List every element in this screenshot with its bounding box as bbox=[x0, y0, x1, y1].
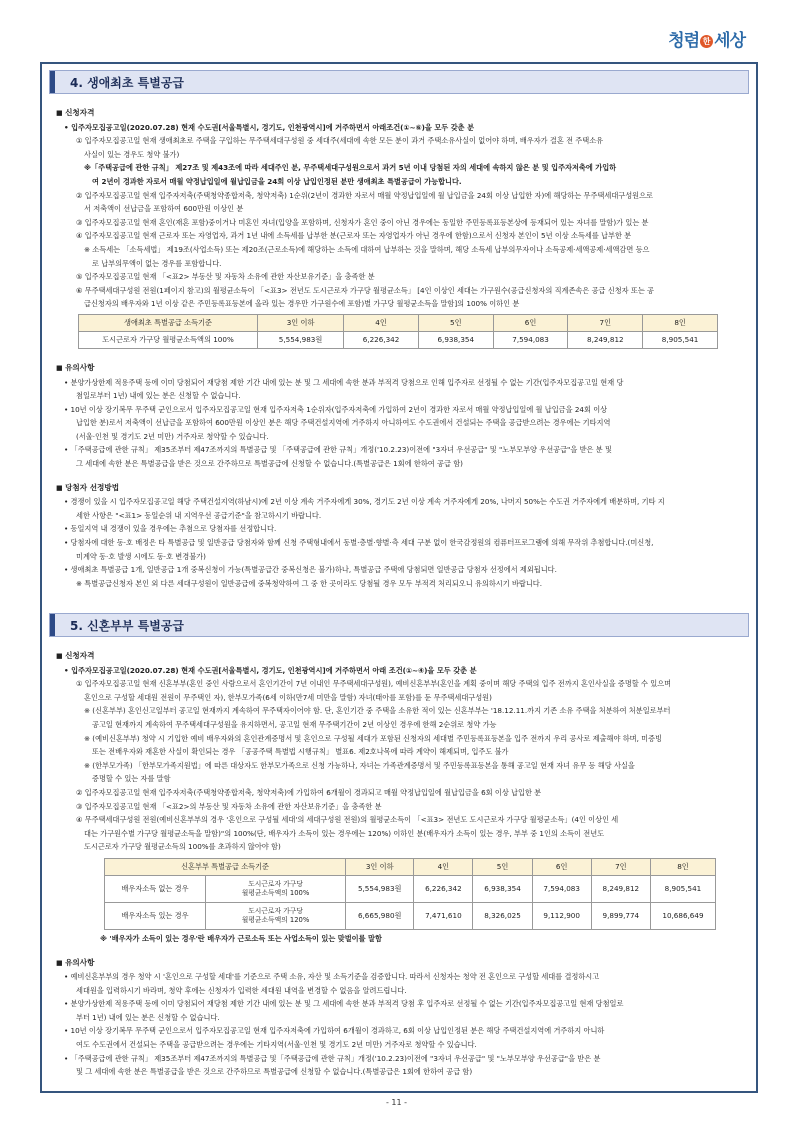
note-4-cont: 및 그 세대에 속한 분은 특별공급을 받은 것으로 간주하므로 특별공급에 신청할 수 없습니다.(특별공급은 1회에 한하여 공급 함) bbox=[76, 1067, 473, 1077]
notes-heading: ■ 유의사항 bbox=[56, 956, 746, 971]
condition-1-note-cont: 또는 전배우자와 재혼한 사실이 확인되는 경우 「공공주택 특별법 시행규칙」 별표6. 제2호나목에 따라 계약이 해제되며, 입주도 불가 bbox=[92, 747, 509, 757]
table-header-row bbox=[79, 314, 718, 331]
table-cell: 7,471,610 bbox=[414, 902, 473, 929]
logo-text-a: 청렴 bbox=[668, 31, 700, 51]
condition-5: ⑤ 입주자모집공고일 현재 「<표2> 부동산 및 자동차 소유에 관한 자산보유기준」을 충족한 분 bbox=[76, 272, 375, 282]
table-cell: 7,594,083 bbox=[532, 875, 591, 902]
table-cell: 6,665,980원 bbox=[346, 902, 414, 929]
basis-line: 월평균소득액의 100% bbox=[241, 888, 310, 897]
condition-1: ① 입주자모집공고일 현재 생애최초로 주택을 구입하는 무주택세대구성원 중 세대주(세대에 속한 모든 분이 과거 주택소유사실이 없어야 하며, 배우자가 결혼 전 주택소유 bbox=[76, 136, 604, 146]
selection-1-cont: 세한 사항은 "<표1> 동일순위 내 지역우선 공급기준"을 참고하시기 바랍니다. bbox=[76, 510, 322, 520]
condition-4-note: ※ 소득세는 「소득세법」 제19조(사업소득) 또는 제20조(근로소득)에 해당하는 소득에 대하여 납부하는 것을 말하며, 해당 소득세 납부의무자이나 소득공제·세액공제·세액감면 등으 bbox=[84, 244, 650, 254]
table-cell: 9,112,900 bbox=[532, 902, 591, 929]
section-4-body bbox=[56, 106, 746, 590]
table-header-cell: 7인 bbox=[591, 858, 650, 875]
table-header-cell: 3인 이하 bbox=[346, 858, 414, 875]
notes-heading: ■ 유의사항 bbox=[56, 361, 746, 376]
table-cell: 6,226,342 bbox=[414, 875, 473, 902]
table-cell: 배우자소득 있는 경우 bbox=[105, 902, 206, 929]
table-row bbox=[105, 902, 716, 929]
table-cell: 7,594,083 bbox=[493, 331, 568, 348]
note-2: • 10년 이상 장기복무 무주택 군인으로서 입주자모집공고일 현재 입주자저축 1순위자(입주자저축에 가입하여 2년이 경과한 자로서 매월 약정납입일에 월 납입금을 24회 이상 bbox=[64, 404, 608, 414]
note-3-cont: 그 세대에 속한 분은 특별공급을 받은 것으로 간주하므로 특별공급에 신청할 수 없습니다.(특별공급은 1회에 한하여 공급 함) bbox=[76, 459, 463, 469]
table-header-cell: 3인 이하 bbox=[258, 314, 344, 331]
note-3-cont: 여도 수도권에서 건설되는 주택을 공급받으려는 경우에는 기타지역(서울·인천 및 경기도 2년 미만) 거주자로 청약할 수 있습니다. bbox=[76, 1040, 477, 1050]
condition-4-note-cont: 로 납부의무액이 없는 경우를 포함합니다. bbox=[92, 258, 222, 268]
note-1: • 분양가상한제 적용주택 등에 이미 당첨되어 재당첨 제한 기간 내에 있는 분 및 그 세대에 속한 분과 부적격 당첨으로 인해 입주자로 선정될 수 없는 기간(입주자모집공고일 현재 당 bbox=[64, 377, 624, 387]
table-header-cell: 생애최초 특별공급 소득기준 bbox=[79, 314, 258, 331]
table-cell bbox=[206, 875, 346, 902]
selection-note: ※ 특별공급신청자 본인 외 다른 세대구성원이 일반공급에 중복청약하여 그 중 한 곳이라도 당첨될 경우 모두 부적격 처리되오니 유의하시기 바랍니다. bbox=[76, 578, 543, 588]
logo-text-b: 세상 bbox=[714, 31, 745, 51]
table-cell: 6,938,354 bbox=[473, 875, 532, 902]
qualification-main: • 입주자모집공고일(2020.07.28) 현재 수도권[서울특별시, 경기도, 인천광역시]에 거주하면서 아래 조건(①~④)을 모두 갖춘 분 bbox=[64, 665, 477, 675]
brand-logo bbox=[668, 26, 745, 51]
condition-1-note-cont: 공고일 현재까지 계속하여 무주택세대구성원을 유지하면서, 공고일 현재 무주택기간이 2년 이상인 경우에 한해 2순위로 청약 가능 bbox=[92, 719, 497, 729]
note-1-cont: 세대원을 입력하시기 바라며, 청약 후에는 신청자가 입력한 세대원 내역을 변경할 수 없음을 알려드립니다. bbox=[76, 985, 407, 995]
note-3: • 「주택공급에 관한 규칙」 제35조부터 제47조까지의 특별공급 및 「주택공급에 관한 규칙」개정('10.2.23)이전에 "3자녀 우선공급" 및 "노부모부양 우선공급"을 받은 분 및 bbox=[64, 445, 612, 455]
section-accent bbox=[50, 71, 55, 93]
table-cell: 6,226,342 bbox=[344, 331, 419, 348]
condition-2-cont: 서 저축액이 선납금을 포함하여 600만원 이상인 분 bbox=[84, 204, 244, 214]
table-row bbox=[79, 331, 718, 348]
selection-3-cont: 미계약 동·호 발생 시에도 동·호 변경불가) bbox=[76, 551, 206, 561]
logo-dot: 한 bbox=[700, 35, 713, 48]
note-2-cont: (서울·인천 및 경기도 2년 미만) 거주자로 청약할 수 있습니다. bbox=[76, 431, 269, 441]
note-2: • 분양가상한제 적용주택 등에 이미 당첨되어 재당첨 제한 기간 내에 있는 분 및 그 세대에 속한 분과 부적격 당첨 후 입주자로 선정될 수 없는 기간(입주자모집공고일 현재 당첨일로 bbox=[64, 999, 624, 1009]
condition-4: ④ 입주자모집공고일 현재 근로자 또는 자영업자, 과거 1년 내에 소득세를 납부한 분(근로자 또는 자영업자가 아닌 경우에 한함)으로서 신청자 본인이 5년 이상 소득세를 납부한 분 bbox=[76, 231, 632, 241]
section-accent bbox=[50, 614, 55, 636]
condition-1-note: ※ (한부모가족) 「한부모가족지원법」에 따른 대상자도 한부모가족으로 신청 가능하나, 자녀는 가족관계증명서 및 주민등록표등본을 통해 공고일 현재 자녀 유무 등 해당 사실을 bbox=[84, 760, 635, 770]
selection-2: • 동일지역 내 경쟁이 있을 경우에는 추첨으로 당첨자를 선정합니다. bbox=[64, 524, 277, 534]
note-2-cont: 납입한 분)로서 저축액이 선납금을 포함하여 600만원 이상인 분은 해당 주택건설지역에 거주하지 아니하여도 수도권에서 건설되는 주택을 공급받으려는 경우에는 기타지역 bbox=[76, 418, 611, 428]
condition-1-note-cont: 여 2년이 경과한 자로서 매월 약정납입일에 월납입금을 24회 이상 납입인정된 분만 생애최초 특별공급이 가능합니다. bbox=[92, 176, 462, 186]
basis-line: 월평균소득액의 120% bbox=[241, 915, 310, 924]
condition-1-note: ※ (예비신혼부부) 청약 시 기입한 예비 배우자와의 혼인관계증명서 및 혼인으로 구성될 세대가 포함된 신청자의 세대별 주민등록표등본을 입주 전까지 우리 공사로 제출해야 하며, 미증빙 bbox=[84, 733, 662, 743]
condition-3: ③ 입주자모집공고일 현재 「<표2>의 부동산 및 자동차 소유에 관한 자산보유기준」을 충족한 분 bbox=[76, 801, 382, 811]
selection-1: • 경쟁이 있을 시 입주자모집공고일 해당 주택건설지역(하남시)에 2년 이상 계속 거주자에게 30%, 경기도 2년 이상 계속 거주자에게 20%, 나머지 50%는 수도권 거주자에게 배분하며, 기타 지 bbox=[64, 497, 665, 507]
section-5-title: 5. 신혼부부 특별공급 bbox=[70, 619, 185, 633]
table-header-cell: 7인 bbox=[568, 314, 643, 331]
table-header-cell: 신혼부부 특별공급 소득기준 bbox=[105, 858, 346, 875]
note-3: • 10년 이상 장기복무 무주택 군인으로서 입주자모집공고일 현재 입주자저축에 가입하여 6개월이 경과하고, 6회 이상 납입인정된 분은 해당 주택건설지역에 거주하지 아니하 bbox=[64, 1026, 605, 1036]
qualification-heading: ■ 신청자격 bbox=[56, 649, 746, 664]
table-header-cell: 5인 bbox=[473, 858, 532, 875]
table-cell: 8,905,541 bbox=[643, 331, 718, 348]
section-5-body bbox=[56, 649, 746, 1079]
table-header-cell: 6인 bbox=[493, 314, 568, 331]
table-cell: 6,938,354 bbox=[418, 331, 493, 348]
condition-1-cont: 사실이 있는 경우도 청약 불가) bbox=[84, 149, 180, 159]
table-cell bbox=[206, 902, 346, 929]
selection-heading: ■ 당첨자 선정방법 bbox=[56, 481, 746, 496]
table-row bbox=[105, 875, 716, 902]
condition-1: ① 입주자모집공고일 현재 신혼부부(혼인 중인 사람으로서 혼인기간이 7년 이내인 무주택세대구성원), 예비신혼부부(혼인을 계획 중이며 해당 주택의 입주 전까지 혼인사실을 증명할 수 있으며 bbox=[76, 679, 672, 689]
table-cell: 5,554,983원 bbox=[346, 875, 414, 902]
table-cell: 8,905,541 bbox=[650, 875, 715, 902]
page-number: - 11 - bbox=[385, 1098, 408, 1107]
table-cell: 9,899,774 bbox=[591, 902, 650, 929]
table-cell: 10,686,649 bbox=[650, 902, 715, 929]
table-header-cell: 4인 bbox=[344, 314, 419, 331]
income-table-first-time bbox=[78, 314, 718, 349]
condition-6-cont: 급신청자의 배우자와 1년 이상 같은 주민등록표등본에 올라 있는 경우만 가구원수에 포함)별 가구당 월평균소득을 말함]의 100% 이하인 분 bbox=[84, 299, 520, 309]
note-1: • 예비신혼부부의 경우 청약 시 '혼인으로 구성할 세대'를 기준으로 주택 소유, 자산 및 소득기준을 검증합니다. 따라서 신청자는 청약 전 혼인으로 구성할 세대를 결정하시고 bbox=[64, 972, 600, 982]
table-cell: 8,249,812 bbox=[591, 875, 650, 902]
condition-4: ④ 무주택세대구성원 전원(예비신혼부부의 경우 '혼인으로 구성될 세대'의 세대구성원 전원)의 월평균소득이 「<표3> 전년도 도시근로자 가구당 월평균소득」(4인 이상인 세 bbox=[76, 815, 619, 825]
table-header-cell: 4인 bbox=[414, 858, 473, 875]
condition-2: ② 입주자모집공고일 현재 입주자저축(주택청약종합저축, 청약저축) 1순위(2년이 경과한 자로서 매월 약정납입일에 월 납입금을 24회 이상 납입한 자)에 해당하는 무주택세대구성원으로 bbox=[76, 190, 653, 200]
qualification-heading: ■ 신청자격 bbox=[56, 106, 746, 121]
condition-1-note: ※ (신혼부부) 혼인신고일부터 공고일 현재까지 계속하여 무주택자이어야 함. 단, 혼인기간 중 주택을 소유한 적이 있는 신혼부부는 '18.12.11.까지 기존 소유 주택을 처분하여 처분일로부터 bbox=[84, 706, 671, 716]
section-4-title: 4. 생애최초 특별공급 bbox=[70, 76, 185, 90]
table-header-row bbox=[105, 858, 716, 875]
table-header-cell: 8인 bbox=[643, 314, 718, 331]
condition-4-cont: 대는 가구원수별 가구당 월평균소득을 말함)"의 100%(단, 배우자가 소득이 있는 경우에는 120%) 이하인 분(배우자가 소득이 있는 경우, 부부 중 1인의 소득이 전년도 bbox=[84, 828, 605, 838]
basis-line: 도시근로자 가구당 bbox=[248, 906, 303, 915]
table-header-cell: 6인 bbox=[532, 858, 591, 875]
condition-3: ③ 입주자모집공고일 현재 혼인(재혼 포함)중이거나 미혼인 자녀(입양을 포함하며, 신청자가 혼인 중이 아닌 경우에는 동일한 주민등록표등본상에 등재되어 있는 자녀를 말함)가 있는 분 bbox=[76, 217, 649, 227]
table-cell: 8,326,025 bbox=[473, 902, 532, 929]
note-2-cont: 부터 1년) 내에 있는 분은 신청할 수 없습니다. bbox=[76, 1012, 220, 1022]
basis-line: 도시근로자 가구당 bbox=[248, 879, 303, 888]
condition-1-note: ※「주택공급에 관한 규칙」 제27조 및 제43조에 따라 세대주인 분, 무주택세대구성원으로서 과거 5년 이내 당첨된 자의 세대에 속하지 않은 분 및 입주자저축에 가입하 bbox=[84, 163, 617, 173]
table-note: ※ '배우자가 소득이 있는 경우'란 배우자가 근로소득 또는 사업소득이 있는 맞벌이를 말함 bbox=[100, 933, 382, 943]
condition-2: ② 입주자모집공고일 현재 입주자저축(주택청약종합저축, 청약저축)에 가입하여 6개월이 경과되고 매월 약정납입일에 월납입금을 6회 이상 납입한 분 bbox=[76, 787, 542, 797]
section-4-header bbox=[49, 70, 749, 94]
note-4: • 「주택공급에 관한 규칙」 제35조부터 제47조까지의 특별공급 및「주택공급에 관한 규칙」개정('10.2.23)이전에 "3자녀 우선공급" 및 "노부모부양 우선공급"을 받은 분 bbox=[64, 1053, 601, 1063]
income-table-newlywed bbox=[104, 858, 716, 930]
condition-4-cont: 도시근로자 가구당 월평균소득의 100%를 초과하지 않아야 함) bbox=[84, 842, 281, 852]
table-cell: 배우자소득 없는 경우 bbox=[105, 875, 206, 902]
selection-3: • 당첨자에 대한 동·호 배정은 타 특별공급 및 일반공급 당첨자와 함께 신청 주택형내에서 동별·층별·향별·측 세대 구분 없이 한국감정원의 컴퓨터프로그램에 의해 무작위 추첨합니다.(미신청, bbox=[64, 538, 654, 548]
table-header-cell: 5인 bbox=[418, 314, 493, 331]
condition-1-cont: 혼인으로 구성할 세대원 전원이 무주택인 자), 한부모가족(6세 이하(만7세 미만을 말함) 자녀(태아를 포함)를 둔 무주택세대구성원) bbox=[84, 692, 492, 702]
section-5-header bbox=[49, 613, 749, 637]
table-cell: 8,249,812 bbox=[568, 331, 643, 348]
condition-1-note-cont: 증명할 수 있는 자를 말함 bbox=[92, 774, 171, 784]
table-cell: 도시근로자 가구당 월평균소득액의 100% bbox=[79, 331, 258, 348]
table-header-cell: 8인 bbox=[650, 858, 715, 875]
qualification-main: • 입주자모집공고일(2020.07.28) 현재 수도권[서울특별시, 경기도, 인천광역시]에 거주하면서 아래조건(①~⑥)을 모두 갖춘 분 bbox=[64, 122, 475, 132]
condition-6: ⑥ 무주택세대구성원 전원(1페이지 참고)의 월평균소득이 「<표3> 전년도 도시근로자 가구당 월평균소득」 [4인 이상인 세대는 가구원수(공급신청자의 직계존속은 공급 신청자 또는 공 bbox=[76, 285, 655, 295]
note-1-cont: 첨일로부터 1년) 내에 있는 분은 신청할 수 없습니다. bbox=[76, 391, 241, 401]
selection-4: • 생애최초 특별공급 1개, 일반공급 1개 중복신청이 가능(특별공급간 중복신청은 불가)하나, 특별공급 주택에 당첨되면 일반공급 당첨자 선정에서 제외됩니다. bbox=[64, 565, 557, 575]
table-cell: 5,554,983원 bbox=[258, 331, 344, 348]
